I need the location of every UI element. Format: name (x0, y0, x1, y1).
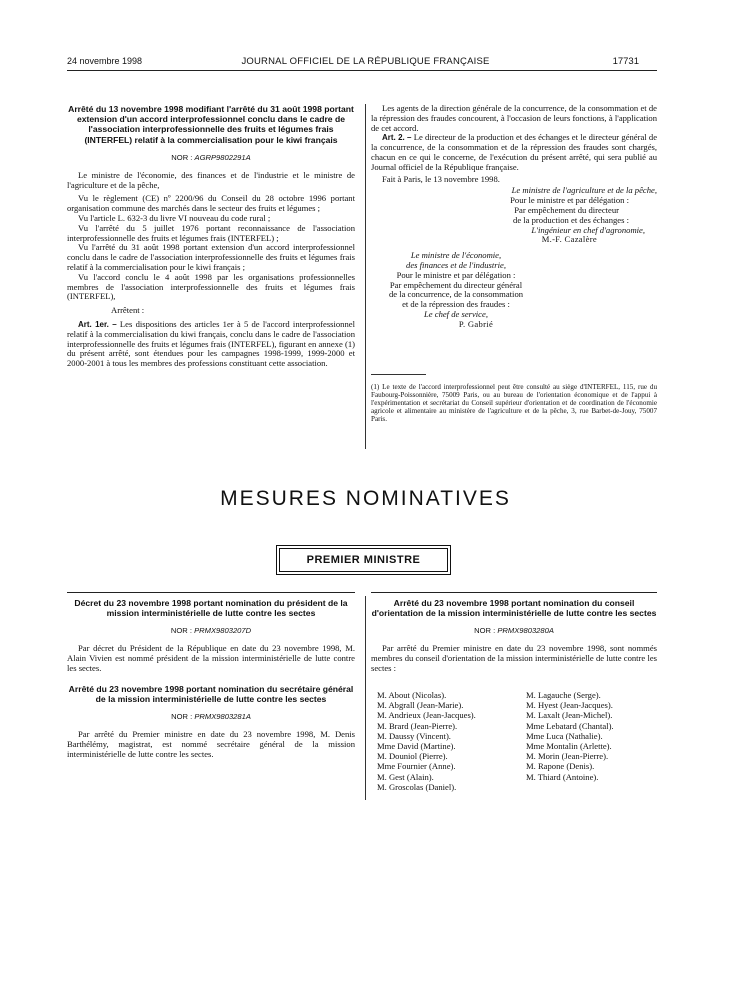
list-item: M. Hyest (Jean-Jacques). (526, 700, 613, 711)
arrete-kiwi-intro: Le ministre de l'économie, des finances et de l'industrie et le ministre de l'agriculture et de la pêche, (67, 169, 355, 190)
nor-code: PRMX9803207D (194, 626, 252, 636)
header-rule (67, 70, 657, 71)
list-item: M. Andrieux (Jean-Jacques). (377, 710, 476, 721)
signatory-name: P. Gabrié (458, 318, 494, 329)
header-date: 24 novembre 1998 (67, 56, 143, 66)
ministry-box: PREMIER MINISTRE (279, 548, 448, 572)
arrete-secretaire-nor: NOR : PRMX9803281A (171, 712, 251, 722)
list-item: Mme Luca (Nathalie). (526, 730, 603, 741)
column-divider (365, 596, 366, 800)
section-title: MESURES NOMINATIVES (220, 487, 511, 510)
column-divider (365, 104, 366, 449)
list-item: Mme Montalin (Arlette). (526, 741, 612, 752)
arretent: Arrêtent : (111, 305, 145, 316)
arrete-secretaire-text: Par arrêté du Premier ministre en date du 23 novembre 1998, M. Denis Barthélémy, magistrat, est nommé secrétaire général de la mission interministérielle de lutte contre les sectes. (67, 729, 355, 759)
arrete-kiwi-right-column (371, 104, 657, 330)
list-item: M. Lagauche (Serge). (526, 690, 601, 700)
members-list-left (377, 690, 476, 792)
list-item: Mme Fournier (Anne). (377, 761, 456, 772)
list-item: M. Daussy (Vincent). (377, 730, 451, 741)
visa-item: Vu l'arrêté du 31 août 1998 portant extension d'un accord interprofessionnel conclu dans le cadre de l'association interprofessionnelle des fruits et légumes frais relatif à la commercialisation pour le kiwi français ; (67, 242, 355, 272)
signature-economie: Le ministre de l'économie, des finances et de l'industrie, Pour le ministre et par délégation : Par empêchement du directeur général de la concurrence, de la consommation et de la répression des fraudes : Le chef de service, P. Gabrié (371, 251, 541, 329)
list-item: M. Laxalt (Jean-Michel). (526, 710, 613, 721)
list-item: M. Gest (Alain). (377, 771, 434, 782)
arrete-conseil-nor: NOR : PRMX9803280A (474, 626, 554, 636)
journal-title: JOURNAL OFFICIEL DE LA RÉPUBLIQUE FRANÇAISE (241, 56, 490, 67)
article-2-label: Art. 2. – (382, 133, 412, 143)
nor-code: AGRP9802291A (194, 152, 251, 162)
visa-item: Vu l'accord conclu le 4 août 1998 par les organisations professionnelles membres de l'association interprofessionnelle des fruits et légumes frais (INTERFEL), (67, 271, 355, 302)
list-item: M. About (Nicolas). (377, 690, 447, 700)
list-item: M. Rapone (Denis). (526, 761, 595, 772)
footnote-rule (371, 374, 426, 375)
list-item: M. Thiard (Antoine). (526, 771, 599, 782)
decret-president-block (67, 598, 355, 674)
members-list-right (526, 690, 614, 782)
visa-item: Vu le règlement (CE) nº 2200/96 du Conseil du 28 octobre 1996 portant organisation commune des marchés dans le secteur des fruits et légumes ; (67, 193, 355, 214)
arrete-conseil-text: Par arrêté du Premier ministre en date du 23 novembre 1998, sont nommés membres du conseil d'orientation de la mission interministérielle de lutte contre les sectes : (371, 643, 657, 673)
arrete-kiwi-title: Arrêté du 13 novembre 1998 modifiant l'arrêté du 31 août 1998 portant extension d'un accord interprofessionnel conclu dans le cadre de l'association interprofessionnelle des fruits et légumes frais (INTERFEL) relatif à la commercialisation pour le kiwi français (68, 104, 354, 145)
footnote: (1) Le texte de l'accord interprofessionnel peut être consulté au siège d'INTERFEL, 115, rue du Faubourg-Poissonnière, 75009 Paris, ou au bureau de l'orientation économique et de l'appui à l'expérimentation et secrétariat du Conseil supérieur d'orientation et de coordination de l'économie agricole et alimentaire au ministère de l'agriculture et de la pêche, 3, rue Barbet-de-Jouy, 75007 Paris. (371, 383, 657, 424)
list-item: Mme Lebatard (Chantal). (526, 720, 614, 731)
agents-paragraph: Les agents de la direction générale de la concurrence, de la consommation et de la répression des fraudes concourent, à l'occasion de leurs fonctions, à l'application de cet accord. (371, 103, 657, 133)
list-item: Mme David (Martine). (377, 741, 456, 752)
decret-president-nor: NOR : PRMX9803207D (170, 626, 252, 636)
arrete-kiwi-left-column (67, 104, 355, 369)
visa-item: Vu l'article L. 632-3 du livre VI nouveau du code rural ; (78, 213, 271, 223)
signature-agriculture: Le ministre de l'agriculture et de la pêche, Pour le ministre et par délégation : Par empêchement du directeur de la production et des échanges : L'ingénieur en chef d'agronomie, M.-F. Cazalère (371, 186, 657, 245)
visa-item: Vu l'arrêté du 5 juillet 1976 portant reconnaissance de l'association interprofessionnelle des fruits et légumes frais (INTERFEL) ; (67, 222, 355, 243)
arrete-kiwi-nor: NOR : AGRP9802291A (171, 152, 251, 162)
page-number: 17731 (612, 56, 639, 67)
section-rule-right (371, 592, 657, 593)
arrete-secretaire-block (67, 684, 355, 760)
signatory-name: M.-F. Cazalère (541, 234, 597, 245)
article-1-label: Art. 1er. – (78, 319, 117, 329)
list-item: M. Morin (Jean-Pierre). (526, 751, 609, 762)
list-item: M. Abgrall (Jean-Marie). (377, 700, 464, 711)
fait-a-paris: Fait à Paris, le 13 novembre 1998. (382, 173, 500, 184)
list-item: M. Groscolas (Daniel). (377, 781, 457, 792)
article-1: Art. 1er. – Les dispositions des articles 1er à 5 de l'accord interprofessionnel relatif à la commercialisation du kiwi français, conclu dans le cadre de l'association interprofessionnelle des fruits et légumes frais (INTERFEL), figurant en annexe (1) du présent arrêté, sont étendues pour les campagnes 1998-1999, 1999-2000 et 2000-2001 à tous les membres des professions constituant cette association. (67, 318, 355, 369)
decret-president-title: Décret du 23 novembre 1998 portant nomination du président de la mission interministérielle de lutte contre les sectes (74, 598, 348, 619)
list-item: M. Douniol (Pierre). (377, 751, 448, 762)
arrete-secretaire-title: Arrêté du 23 novembre 1998 portant nomination du secrétaire général de la mission interministérielle de lutte contre les sectes (68, 684, 354, 705)
arrete-conseil-block (371, 598, 657, 674)
section-rule-left (67, 592, 355, 593)
arrete-conseil-title: Arrêté du 23 novembre 1998 portant nomination du conseil d'orientation de la mission interministérielle de lutte contre les sectes (371, 598, 657, 619)
nor-code: PRMX9803281A (194, 712, 251, 722)
list-item: M. Brard (Jean-Pierre). (377, 720, 458, 731)
article-2: Art. 2. – Le directeur de la production et des échanges et le directeur général de la concurrence, de la consommation et de la répression des fraudes sont chargés, chacun en ce qui le concerne, de l'exécution du présent arrêté, qui sera publié au Journal officiel de la République française. (371, 132, 658, 172)
decret-president-text: Par décret du Président de la République en date du 23 novembre 1998, M. Alain Vivien est nommé président de la mission interministérielle de lutte contre les sectes. (67, 643, 355, 673)
nor-code: PRMX9803280A (497, 626, 554, 636)
